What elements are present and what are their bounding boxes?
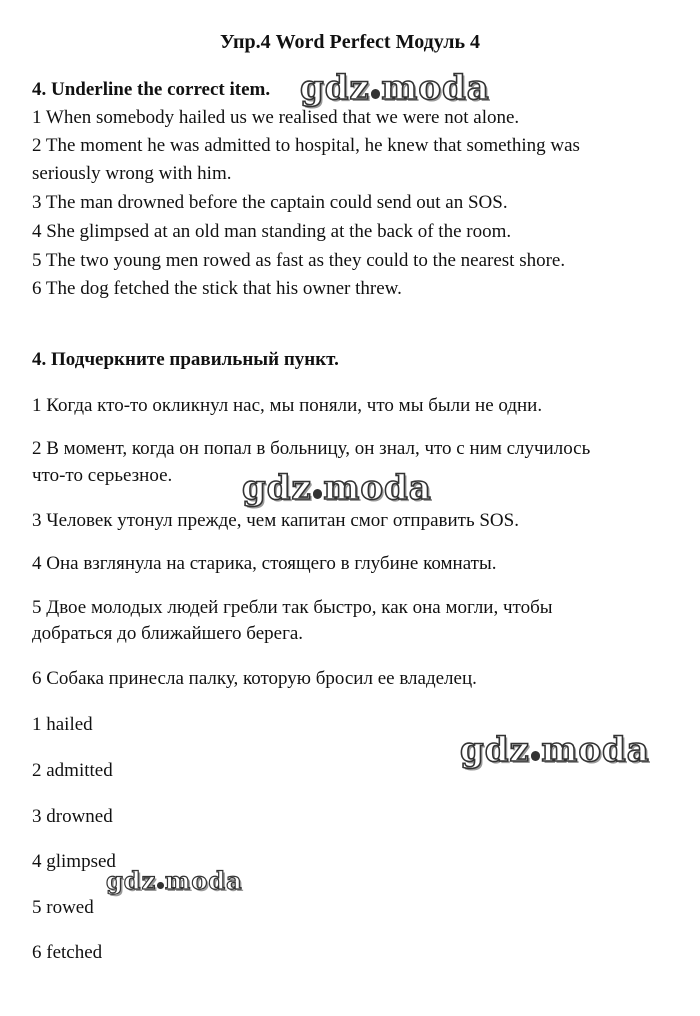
english-line-5: 5 The two young men rowed as fast as they could to the nearest shore. bbox=[32, 250, 566, 271]
russian-item-2-continued: что-то серьезное. bbox=[32, 465, 173, 486]
answer-3: 3 drowned bbox=[32, 806, 113, 827]
answer-5: 5 rowed bbox=[32, 897, 94, 918]
russian-item-1: 1 Когда кто-то окликнул нас, мы поняли, что мы были не одни. bbox=[32, 395, 543, 416]
watermark-logo: gdz moda bbox=[242, 468, 432, 508]
watermark-logo: gdz moda bbox=[300, 68, 490, 108]
answer-4: 4 glimpsed bbox=[32, 851, 116, 872]
russian-heading: 4. Подчеркните правильный пункт. bbox=[32, 349, 339, 370]
english-line-4: 4 She glimpsed at an old man standing at the back of the room. bbox=[32, 221, 512, 242]
english-line-6: 6 The dog fetched the stick that his owner threw. bbox=[32, 278, 402, 299]
watermark-logo: gdz moda bbox=[106, 866, 243, 895]
english-line-1: 1 When somebody hailed us we realised that we were not alone. bbox=[32, 107, 520, 128]
answer-6: 6 fetched bbox=[32, 942, 103, 963]
english-line-2-continued: seriously wrong with him. bbox=[32, 163, 232, 184]
answer-2: 2 admitted bbox=[32, 760, 113, 781]
russian-item-5: 5 Двое молодых людей гребли так быстро, как она могли, чтобы bbox=[32, 597, 553, 618]
watermark-logo: gdz moda bbox=[460, 730, 650, 770]
russian-item-2: 2 В момент, когда он попал в больницу, он знал, что с ним случилось bbox=[32, 438, 591, 459]
english-line-3: 3 The man drowned before the captain could send out an SOS. bbox=[32, 192, 508, 213]
answer-1: 1 hailed bbox=[32, 714, 93, 735]
page-title: Упр.4 Word Perfect Модуль 4 bbox=[219, 31, 481, 53]
russian-item-3: 3 Человек утонул прежде, чем капитан смог отправить SOS. bbox=[32, 510, 519, 531]
russian-item-5-continued: добраться до ближайшего берега. bbox=[32, 623, 304, 644]
russian-item-6: 6 Собака принесла палку, которую бросил ее владелец. bbox=[32, 668, 477, 689]
english-heading: 4. Underline the correct item. bbox=[32, 79, 271, 100]
russian-item-4: 4 Она взглянула на старика, стоящего в глубине комнаты. bbox=[32, 553, 497, 574]
english-line-2: 2 The moment he was admitted to hospital, he knew that something was bbox=[32, 135, 580, 156]
